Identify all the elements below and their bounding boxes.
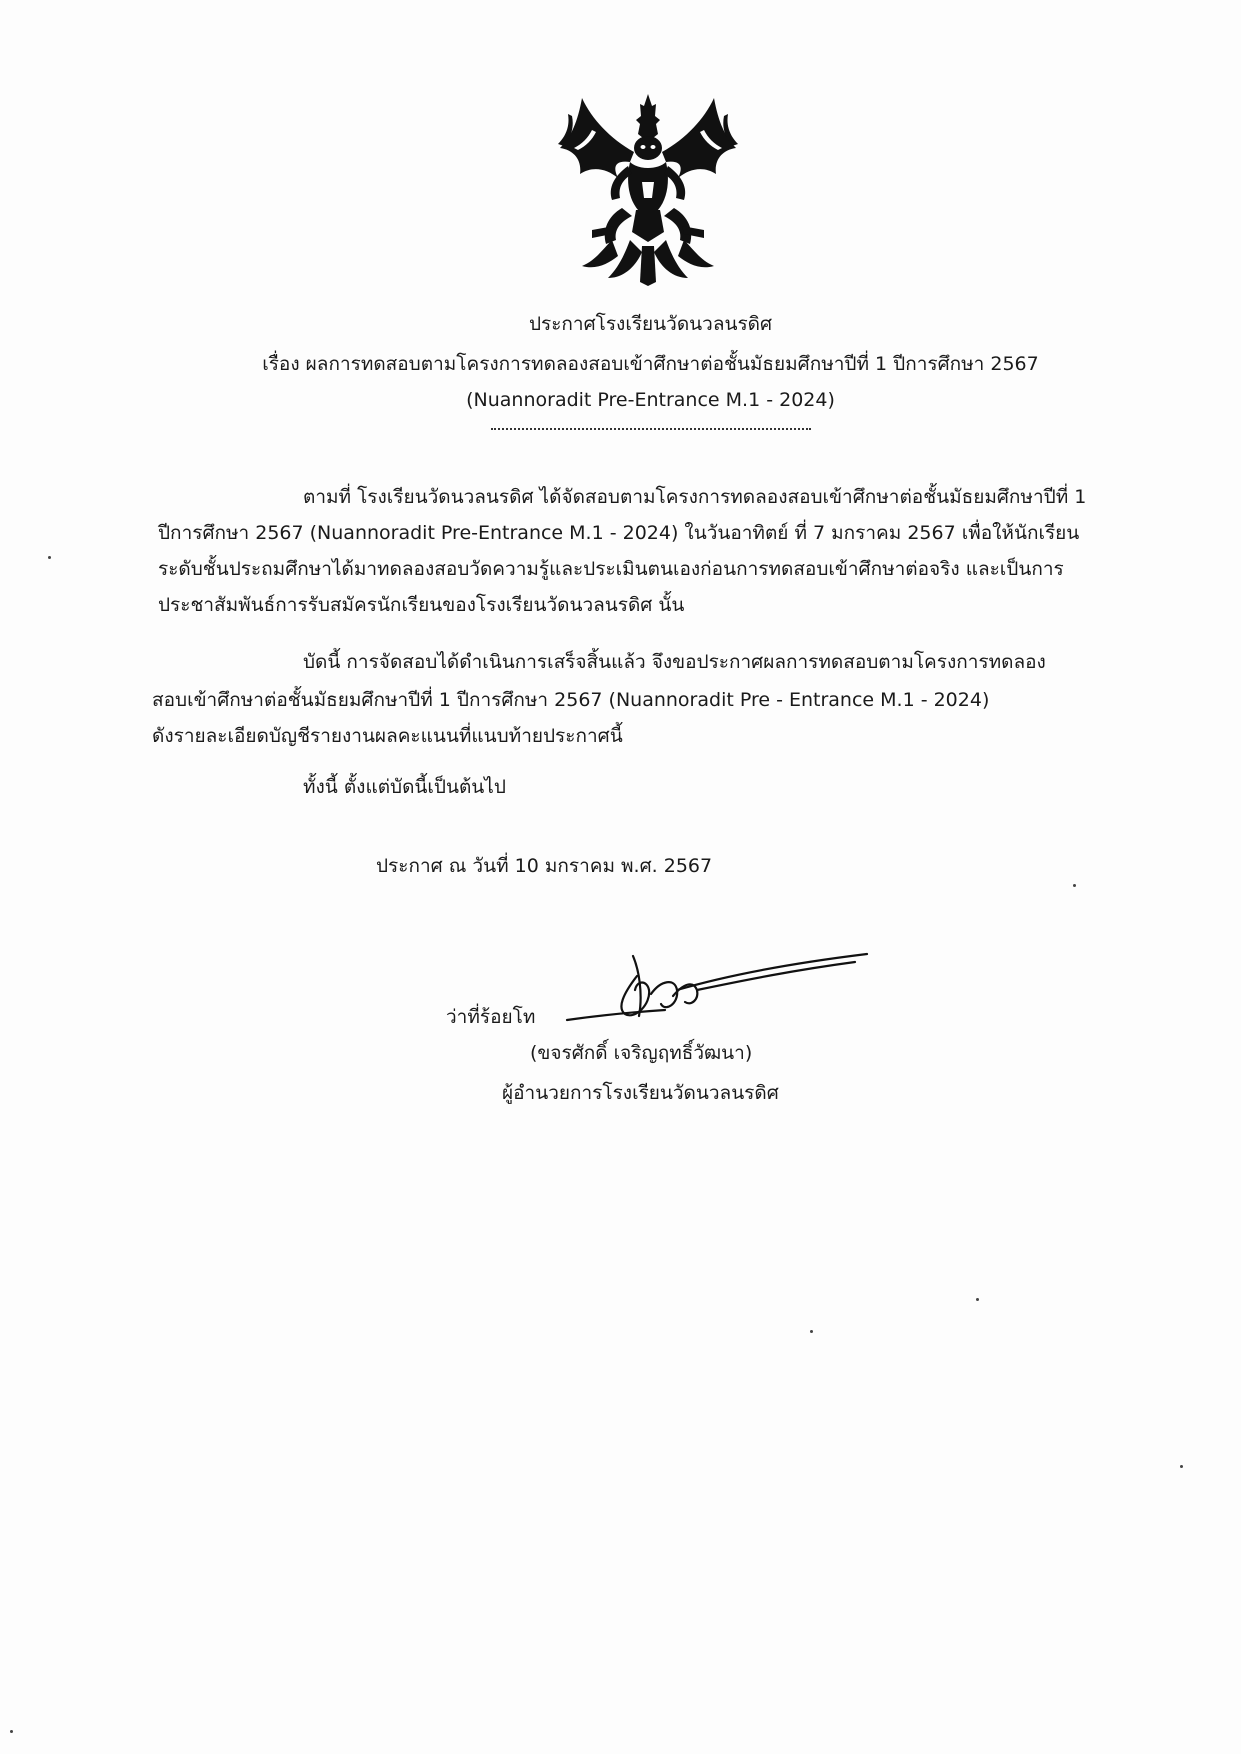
- paragraph2-line: สอบเข้าศึกษาต่อชั้นมัธยมศึกษาปีที่ 1 ปีการศึกษา 2567 (Nuannoradit Pre - Entrance M.1 - 2024): [152, 689, 990, 711]
- paragraph1-line: ระดับชั้นประถมศึกษาได้มาทดลองสอบวัดความรู้และประเมินตนเองก่อนการทดสอบเข้าศึกษาต่อจริง และเป็นการ: [158, 558, 1064, 580]
- announced-date: ประกาศ ณ วันที่ 10 มกราคม พ.ศ. 2567: [376, 855, 713, 877]
- scan-speck: [976, 1298, 979, 1301]
- paragraph1-line: ปีการศึกษา 2567 (Nuannoradit Pre-Entrance M.1 - 2024) ในวันอาทิตย์ ที่ 7 มกราคม 2567 เพื่อให้นักเรียน: [158, 522, 1080, 544]
- project-name: (Nuannoradit Pre-Entrance M.1 - 2024): [466, 389, 835, 411]
- scan-speck: [1073, 884, 1076, 887]
- signatory-name: (ขจรศักดิ์ เจริญฤทธิ์วัฒนา): [530, 1042, 753, 1064]
- paragraph2-line: ดังรายละเอียดบัญชีรายงานผลคะแนนที่แนบท้ายประกาศนี้: [152, 725, 623, 747]
- paragraph1-line: ตามที่ โรงเรียนวัดนวลนรดิศ ได้จัดสอบตามโครงการทดลองสอบเข้าศึกษาต่อชั้นมัธยมศึกษาปีที่ 1: [303, 486, 1087, 508]
- paragraph1-line: ประชาสัมพันธ์การรับสมัครนักเรียนของโรงเรียนวัดนวลนรดิศ นั้น: [158, 594, 685, 616]
- closing-line: ทั้งนี้ ตั้งแต่บัดนี้เป็นต้นไป: [303, 776, 506, 798]
- handwritten-signature: [565, 950, 870, 1032]
- announcement-title: ประกาศโรงเรียนวัดนวลนรดิศ: [528, 313, 773, 335]
- signatory-rank: ว่าที่ร้อยโท: [446, 1006, 536, 1028]
- separator-dots: [491, 428, 811, 432]
- garuda-emblem-icon: [552, 90, 744, 286]
- scan-speck: [1180, 1465, 1183, 1468]
- scan-speck: [810, 1330, 813, 1333]
- subject-line: เรื่อง ผลการทดสอบตามโครงการทดลองสอบเข้าศึกษาต่อชั้นมัธยมศึกษาปีที่ 1 ปีการศึกษา 2567: [262, 353, 1039, 375]
- scan-speck: [10, 1730, 13, 1733]
- paragraph2-line: บัดนี้ การจัดสอบได้ดำเนินการเสร็จสิ้นแล้ว จึงขอประกาศผลการทดสอบตามโครงการทดลอง: [303, 651, 1046, 673]
- scan-speck: [48, 556, 51, 559]
- signatory-position: ผู้อำนวยการโรงเรียนวัดนวลนรดิศ: [502, 1082, 779, 1104]
